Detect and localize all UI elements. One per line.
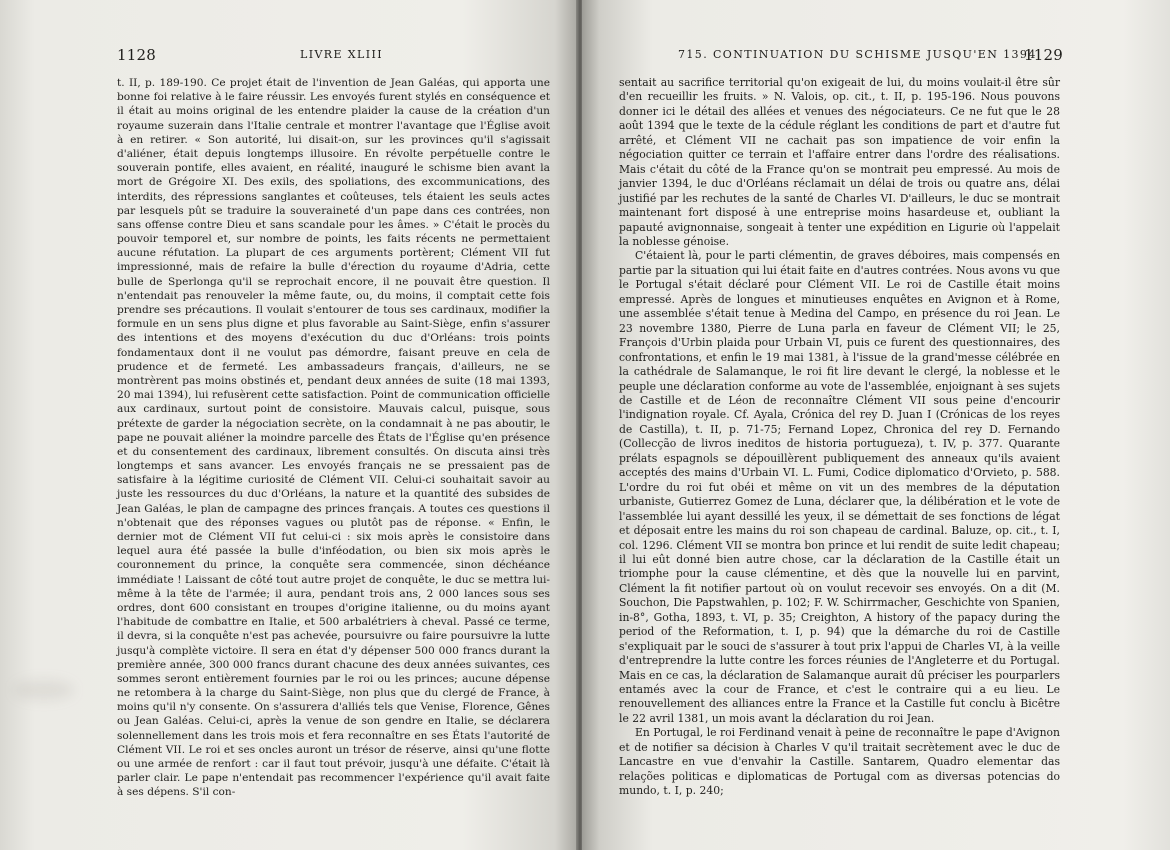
left-running-title: LIVRE XLIII [300, 48, 383, 61]
right-running-title: 715. CONTINUATION DU SCHISME JUSQU'EN 1394 [678, 48, 1037, 61]
right-running-head [620, 46, 1063, 66]
right-page-text [619, 76, 1060, 799]
left-page [0, 0, 578, 850]
left-running-head [117, 46, 549, 66]
right-page-number: 1129 [1024, 46, 1063, 64]
right-paragraph: sentait au sacrifice territorial qu'on exigeait de lui, du moins voulait-il être sûr d'en recueillir les fruits. » N. Valois, op. cit., t. II, p. 195-196. Nous pouvons donner ici le détail des allées et venues des négociateurs. Ce ne fut que le 28 août 1394 que le texte de la cédule réglant les conditions de part et d'autre fut arrêté, et Clément VII ne cachait pas son impatience de voir enfin la négociation quitter ce terrain et l'affaire entrer dans l'ordre des réalisations. Mais c'était du côté de la France qu'on se montrait peu empressé. Au mois de janvier 1394, le duc d'Orléans réclamait un délai de trois ou quatre ans, délai justifié par les rechutes de la santé de Charles VI. D'ailleurs, le duc se montrait maintenant fort disposé à une entreprise moins hasardeuse et, oubliant la papauté avignonnaise, songeait à tenter une expédition en Ligurie où l'appelait la noblesse génoise. [619, 76, 1060, 248]
right-paragraph: En Portugal, le roi Ferdinand venait à peine de reconnaître le pape d'Avignon et de notifier sa décision à Charles V qu'il traitait secrètement avec le duc de Lancastre en vue d'envahir la Castille. Santarem, Quadro elementar das relações politicas e diplomaticas de Portugal com as diversas potencias do mundo, t. I, p. 240; [619, 726, 1060, 798]
right-page [582, 0, 1170, 850]
left-page-number: 1128 [117, 46, 156, 64]
left-page-text [117, 76, 550, 800]
page-smudge [14, 680, 74, 700]
right-paragraph: C'étaient là, pour le parti clémentin, de graves déboires, mais compensés en partie par la situation qui lui était faite en d'autres contrées. Nous avons vu que le Portugal s'était déclaré pour Clément VII. Le roi de Castille était moins empressé. Après de longues et minutieuses enquêtes en Avignon et à Rome, une assemblée s'était tenue à Medina del Campo, en présence du roi Jean. Le 23 novembre 1380, Pierre de Luna parla en faveur de Clément VII; le 25, François d'Urbin plaida pour Urbain VI, puis ce furent des questionnaires, des confrontations, et enfin le 19 mai 1381, à l'issue de la grand'messe célébrée en la cathédrale de Salamanque, le roi fit lire devant le clergé, la noblesse et le peuple une déclaration conforme au vote de l'assemblée, enjoignant à ses sujets de Castille et de Léon de reconnaître Clément VII sous peine d'encourir l'indignation royale. Cf. Ayala, Crónica del rey D. Juan I (Crónicas de los reyes de Castilla), t. II, p. 71-75; Fernand Lopez, Chronica del rey D. Fernando (Collecção de livros ineditos de historia portugueza), t. IV, p. 377. Quarante prélats espagnols se dépouillèrent publiquement des anneaux qu'ils avaient acceptés des mains d'Urbain VI. L. Fumi, Codice diplomatico d'Orvieto, p. 588. L'ordre du roi fut obéi et même on vit un des membres de la députation urbaniste, Gutierrez Gomez de Luna, déclarer que, la délibération et le vote de l'assemblée lui ayant dessillé les yeux, il se démettait de ses fonctions de légat et déposait entre les mains du roi son chapeau de cardinal. Baluze, op. cit., t. I, col. 1296. Clément VII se montra bon prince et lui rendit de suite ledit chapeau; il lui eût donné bien autre chose, car la déclaration de la Castille était un triomphe pour la cause clémentine, et dès que la nouvelle lui en parvint, Clément la fit notifier partout où on voulut recevoir ses envoyés. On a dit (M. Souchon, Die Papstwahlen, p. 102; F. W. Schirrmacher, Geschichte von Spanien, in-8°, Gotha, 1893, t. VI, p. 35; Creighton, A history of the papacy during the period of the Reformation, t. I, p. 94) que la démarche du roi de Castille s'expliquait par le souci de s'assurer à tout prix l'appui de Charles VI, à la veille d'entreprendre la lutte contre les forces réunies de l'Angleterre et du Portugal. Mais en ce cas, la déclaration de Salamanque aurait dû préciser les pourparlers entamés avec la cour de France, et c'est le contraire qui a eu lieu. Le renouvellement des alliances entre la France et la Castille fut conclu à Bicêtre le 22 avril 1381, un mois avant la déclaration du roi Jean. [619, 249, 1060, 725]
left-paragraph: t. II, p. 189-190. Ce projet était de l'invention de Jean Galéas, qui apporta une bonne foi relative à le faire réussir. Les envoyés furent stylés en conséquence et il était au moins original de les entendre plaider la cause de la création d'un royaume suzerain dans l'Italie centrale et montrer l'avantage que l'Église avoit à en retirer. « Son autorité, lui disait-on, sur les provinces qu'il s'agissait d'aliéner, était depuis longtemps illusoire. En révolte perpétuelle contre le souverain pontife, elles avaient, en réalité, inauguré le schisme bien avant la mort de Grégoire XI. Des exils, des spoliations, des excommunications, des interdits, des répressions sanglantes et coûteuses, tels étaient les seuls actes par lesquels pût se traduire la souveraineté d'un pape dans ces contrées, non sans offense contre Dieu et sans scandale pour les âmes. » C'était le procès du pouvoir temporel et, sur nombre de points, les faits récents ne permettaient aucune réfutation. La plupart de ces arguments portèrent; Clément VII fut impressionné, mais de refaire la bulle d'érection du royaume d'Adria, cette bulle de Sperlonga qu'il se reprochait encore, il ne pouvait être question. Il n'entendait pas renouveler la même faute, ou, du moins, il comptait cette fois prendre ses précautions. Il voulait s'entourer de tous ses cardinaux, modifier la formule en un sens plus digne et plus favorable au Saint-Siège, enfin s'assurer des intentions et des moyens d'exécution du duc d'Orléans: trois points fondamentaux dont il ne voulut pas démordre, faisant preuve en cela de prudence et de fermeté. Les ambassadeurs français, d'ailleurs, ne se montrèrent pas moins obstinés et, pendant deux années de suite (18 mai 1393, 20 mai 1394), lui refusèrent cette satisfaction. Point de communication officielle aux cardinaux, surtout point de consistoire. Mauvais calcul, puisque, sous prétexte de garder la négociation secrète, on la condamnait à ne pas aboutir, le pape ne pouvait aliéner la moindre parcelle des États de l'Église qu'en présence et du consentement des cardinaux, librement consultés. On discuta ainsi très longtemps et sans avancer. Les envoyés français ne se pressaient pas de satisfaire à la légitime curiosité de Clément VII. Celui-ci souhaitait savoir au juste les ressources du duc d'Orléans, la nature et la quantité des subsides de Jean Galéas, le plan de campagne des princes français. A toutes ces questions il n'obtenait que des réponses vagues ou plutôt pas de réponse. « Enfin, le dernier mot de Clément VII fut celui-ci : six mois après le consistoire dans lequel aura été passée la bulle d'inféodation, ou bien six mois après le couronnement du prince, la conquête sera commencée, sinon déchéance immédiate ! Laissant de côté tout autre projet de conquête, le duc se mettra lui-même à la tête de l'armée; il aura, pendant trois ans, 2 000 lances sous ses ordres, dont 600 consistant en troupes d'origine italienne, ou du moins ayant l'habitude de combattre en Italie, et 500 arbalétriers à cheval. Passé ce terme, il devra, si la conquête n'est pas achevée, poursuivre ou faire poursuivre la lutte jusqu'à complète victoire. Il sera en état d'y dépenser 500 000 francs durant la première année, 300 000 francs durant chacune des deux années suivantes, ces sommes seront entièrement fournies par le roi ou les princes; aucune dépense ne retombera à la charge du Saint-Siège, non plus que du clergé de France, à moins qu'il n'y consente. On s'assurera d'alliés tels que Venise, Florence, Gênes ou Jean Galéas. Celui-ci, après la venue de son gendre en Italie, se déclarera solennellement dans les trois mois et fera reconnaître en ses États l'autorité de Clément VII. Le roi et ses oncles auront un trésor de réserve, ainsi qu'une flotte ou une armée de renfort : car il faut tout prévoir, jusqu'à une défaite. C'était là parler clair. Le pape n'entendait pas recommencer l'expérience qu'il avait faite à ses dépens. S'il con- [117, 77, 550, 799]
